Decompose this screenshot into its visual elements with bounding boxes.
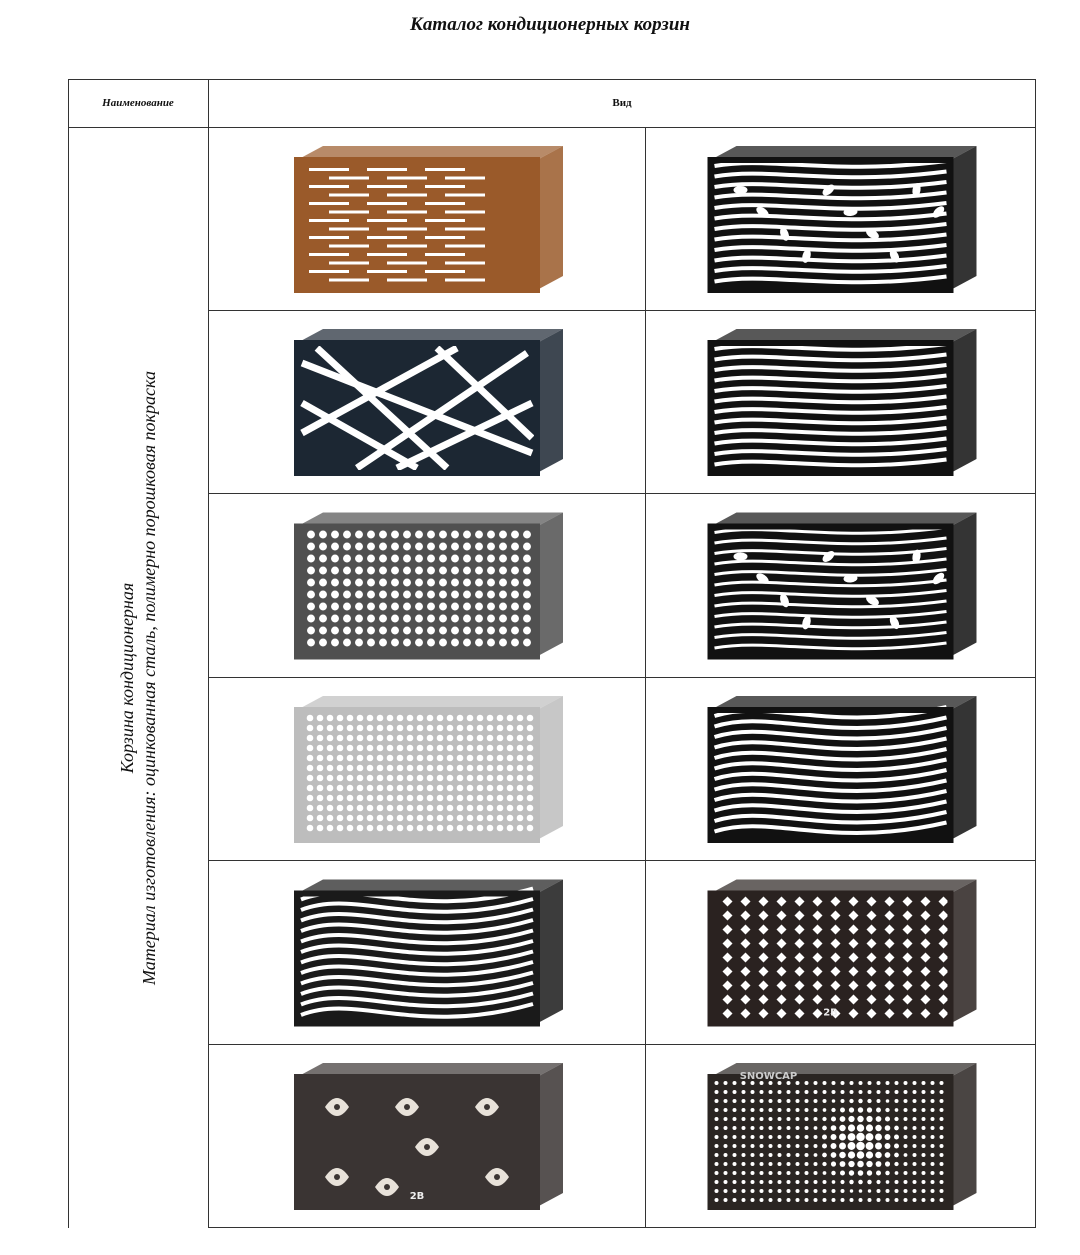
product-description (116, 348, 160, 1008)
product-image (209, 494, 645, 677)
product-image (646, 494, 1035, 677)
product-image (646, 128, 1035, 310)
product-image (209, 1045, 645, 1227)
product-image (646, 311, 1035, 493)
brand-logo: 2B (409, 1191, 425, 1202)
product-image (209, 311, 645, 493)
product-image (209, 128, 645, 310)
product-image (646, 678, 1035, 860)
brand-logo: 2B (823, 1007, 838, 1019)
header-name: Наименование (102, 97, 174, 109)
product-image (646, 861, 1035, 1044)
brand-logo: SNOWCAP (739, 1071, 798, 1082)
product-material: Материал изготовления: оцинкованная сталь, полимерно порошковая покраска (139, 371, 159, 985)
product-image (646, 1045, 1035, 1227)
product-name: Корзина кондиционерная (117, 582, 137, 774)
page-title: Каталог кондиционерных корзин (410, 14, 690, 35)
product-image (209, 861, 645, 1044)
header-view: Вид (612, 97, 632, 109)
product-image (209, 678, 645, 860)
